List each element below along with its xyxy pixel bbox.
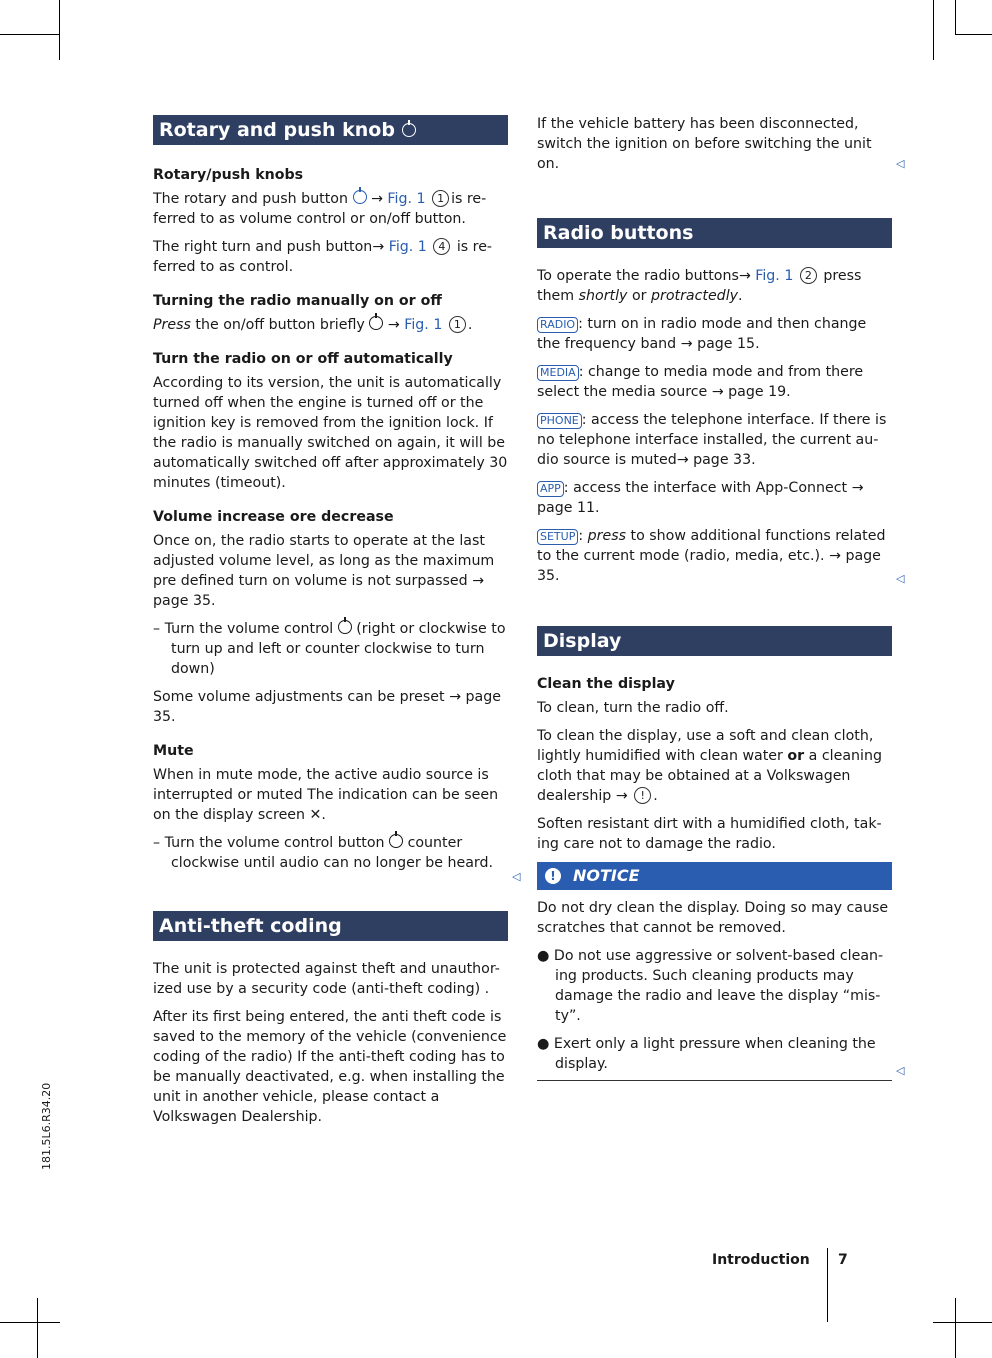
crop-mark <box>0 1322 60 1323</box>
radio-key: RADIO <box>537 317 578 333</box>
paragraph: Some volume adjustments can be preset → page 35. <box>153 689 501 725</box>
crop-mark <box>933 0 934 60</box>
dash-item: – Turn the volume control (right or clockwise to turn up and left or counter clockwise to turn down) <box>153 621 506 677</box>
bullet-item: ● Do not use aggressive or solvent-based clean-ing products. Such cleaning products may damage the radio and leave the display “mis-ty”. <box>537 948 884 1024</box>
section-header: Radio buttons <box>537 218 892 248</box>
crop-mark <box>0 34 60 35</box>
warning-icon: ! <box>545 868 561 884</box>
section-header: Anti-theft coding <box>153 911 508 941</box>
callout-number: 1 <box>449 316 466 333</box>
knob-icon <box>338 620 352 634</box>
section-header: Display <box>537 626 892 656</box>
setup-key: SETUP <box>537 529 578 545</box>
figure-link[interactable]: Fig. 1 <box>387 191 426 207</box>
knob-icon <box>402 123 416 137</box>
subheading: Clean the display <box>537 676 675 692</box>
crop-mark <box>955 0 956 34</box>
crop-mark <box>59 0 60 60</box>
paragraph: If the vehicle battery has been disconnected, switch the ignition on before switching the unit on. <box>537 116 872 172</box>
paragraph: The rotary and push button → Fig. 1 1 is re-ferred to as volume control or on/off button. <box>153 191 487 227</box>
figure-link[interactable]: Fig. 1 <box>755 268 794 284</box>
media-key: MEDIA <box>537 365 579 381</box>
bullet-item: ● Exert only a light pressure when cleaning the display. <box>537 1036 876 1072</box>
key-item: SETUP : press to show additional functions related to the current mode (radio, media, etc.). → page 35. <box>537 528 886 584</box>
paragraph: Press the on/off button briefly → Fig. 1 1 . <box>153 317 473 333</box>
subheading: Turn the radio on or off automatically <box>153 351 453 367</box>
callout-number: 1 <box>432 190 449 207</box>
end-marker-icon: ◁ <box>512 870 521 883</box>
knob-icon <box>353 190 367 204</box>
paragraph: The unit is protected against theft and unauthor-ized use by a security code (anti-theft coding) . <box>153 961 500 997</box>
paragraph: Soften resistant dirt with a humidified cloth, tak-ing care not to damage the radio. <box>537 816 882 852</box>
subheading: Volume increase ore decrease <box>153 509 394 525</box>
crop-mark <box>37 1298 38 1358</box>
paragraph: To operate the radio buttons→ Fig. 1 2 press them shortly or protractedly. <box>537 268 862 304</box>
right-column <box>537 114 892 1081</box>
footer-section: Introduction <box>712 1252 810 1268</box>
paragraph: To clean the display, use a soft and clean cloth, lightly humidified with clean water or a cleaning cloth that may be obtained at a Volkswagen dealership → ! . <box>537 728 882 804</box>
key-item: MEDIA : change to media mode and from there select the media source → page 19. <box>537 364 864 400</box>
paragraph: According to its version, the unit is automatically turned off when the engine is turned off or the ignition key is removed from the ignition lock. If the radio is manually switched on again, it will be automatically switched off after approximately 30 minutes (timeout). <box>153 375 508 491</box>
subheading: Turning the radio manually on or off <box>153 293 442 309</box>
key-item: RADIO : turn on in radio mode and then change the frequency band → page 15. <box>537 316 867 352</box>
subheading: Mute <box>153 743 194 759</box>
figure-link[interactable]: Fig. 1 <box>388 239 427 255</box>
knob-icon <box>389 834 403 848</box>
paragraph: Do not dry clean the display. Doing so may cause scratches that cannot be removed. <box>537 900 889 936</box>
crop-mark <box>933 1322 992 1323</box>
page-number: 7 <box>838 1252 848 1268</box>
crop-mark <box>955 34 992 35</box>
notice-icon: ! <box>634 787 651 804</box>
end-marker-icon: ◁ <box>896 1064 905 1077</box>
subheading: Rotary/push knobs <box>153 167 304 183</box>
footer-divider <box>827 1248 828 1322</box>
dash-item: – Turn the volume control button counter clockwise until audio can no longer be heard. <box>153 835 494 871</box>
end-marker-icon: ◁ <box>896 157 905 170</box>
knob-icon <box>369 316 383 330</box>
paragraph: To clean, turn the radio off. <box>537 700 729 716</box>
callout-number: 4 <box>433 238 450 255</box>
notice-banner: ! NOTICE <box>537 862 892 890</box>
phone-key: PHONE <box>537 413 582 429</box>
key-item: PHONE : access the telephone interface. If there is no telephone interface installed, the current au-dio source is muted→ page 33. <box>537 412 887 468</box>
document-code: 181.5L6.R34.20 <box>40 1082 53 1170</box>
paragraph: When in mute mode, the active audio source is interrupted or muted The indication can be seen on the display screen ✕. <box>153 767 499 823</box>
figure-link[interactable]: Fig. 1 <box>404 317 443 333</box>
divider <box>537 1080 892 1081</box>
left-column <box>153 115 508 1135</box>
paragraph: The right turn and push button→ Fig. 1 4 is re-ferred to as control. <box>153 239 493 275</box>
app-key: APP <box>537 481 564 497</box>
paragraph: After its first being entered, the anti theft code is saved to the memory of the vehicle (convenience coding of the radio) If the anti-theft coding has to be manually deactivated, e.g. when installing the unit in another vehicle, please contact a Volkswagen Dealership. <box>153 1009 507 1125</box>
key-item: APP : access the interface with App-Connect → page 11. <box>537 480 864 516</box>
section-header: Rotary and push knob <box>153 115 508 145</box>
crop-mark <box>955 1298 956 1358</box>
paragraph: Once on, the radio starts to operate at the last adjusted volume level, as long as the maximum pre defined turn on volume is not surpassed → page 35. <box>153 533 495 609</box>
end-marker-icon: ◁ <box>896 572 905 585</box>
callout-number: 2 <box>800 267 817 284</box>
